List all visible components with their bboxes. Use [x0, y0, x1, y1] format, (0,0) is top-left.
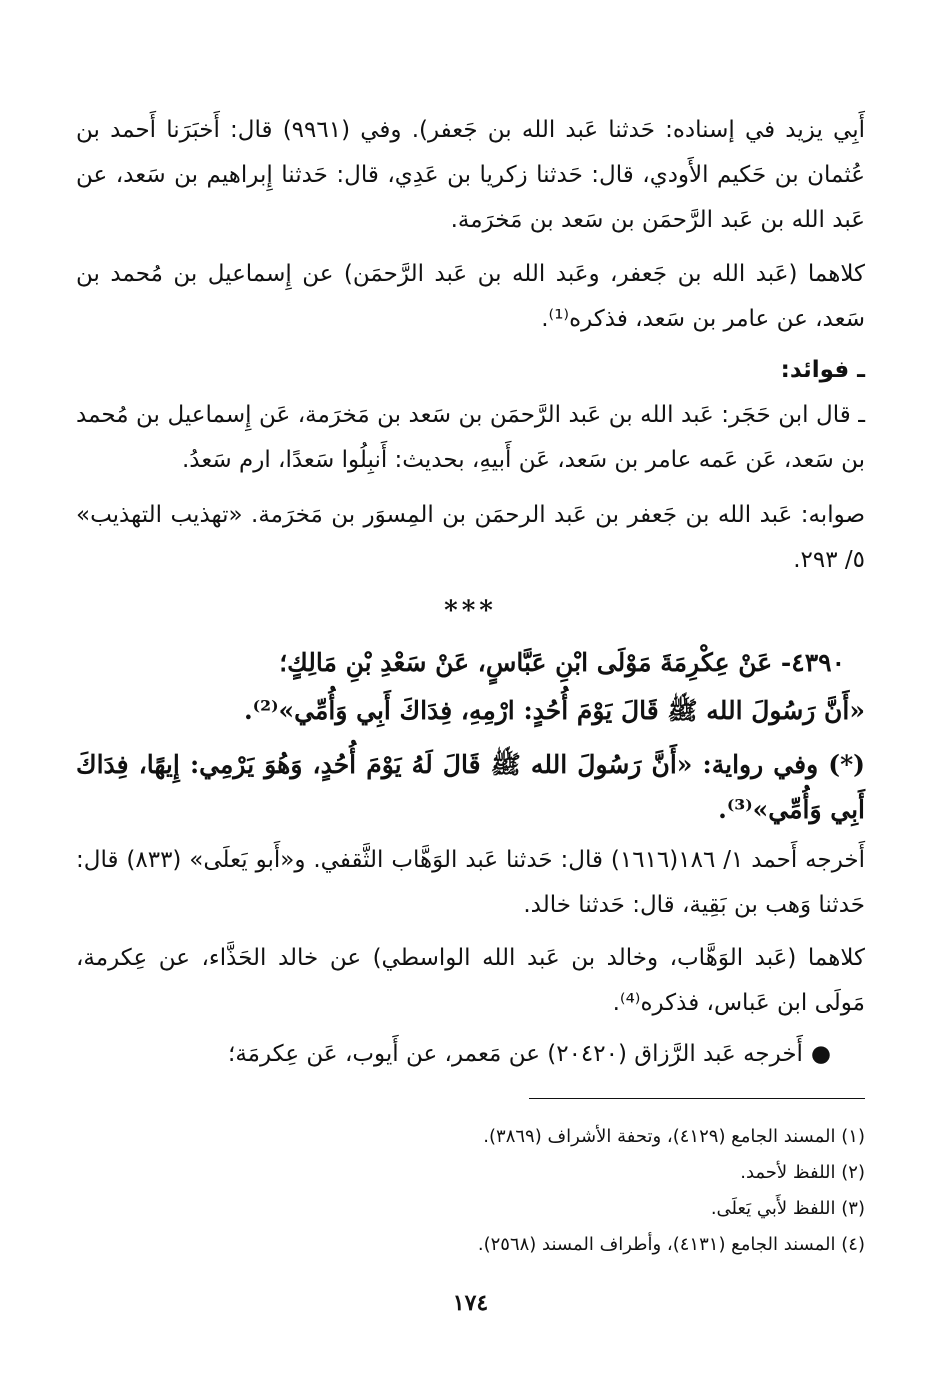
section-separator: ***: [444, 596, 497, 626]
footnote-divider: [529, 1098, 865, 1099]
hadith-variant-narration: (*) وفي رواية: «أَنَّ رَسُولَ الله ﷺ قَالَ لَهُ يَوْمَ أُحُدٍ، وَهُوَ يَرْمِي: إِيهًا، فِدَاكَ أَبِي وَأُمِّي»⁽³⁾.: [76, 750, 865, 824]
hadith-text: «أَنَّ رَسُولَ الله ﷺ قَالَ يَوْمَ أُحُدٍ: ارْمِهِ، فِدَاكَ أَبِي وَأُمِّي»⁽²⁾.: [243, 696, 865, 725]
footnote-4: (٤) المسند الجامع (٤١٣١)، وأطراف المسند (٢٥٦٨).: [477, 1234, 865, 1255]
paragraph-correction: صوابه: عَبد الله بن جَعفر بن عَبد الرحمَن بن المِسوَر بن مَخرَمة. «تهذيب التهذيب» ٥/ ٢٩٣.: [76, 502, 865, 573]
footnote-1: (١) المسند الجامع (٤١٢٩)، وتحفة الأشراف (٣٨٦٩).: [483, 1126, 865, 1147]
footnote-2: (٢) اللفظ لأحمد.: [740, 1162, 865, 1183]
footnote-3: (٣) اللفظ لأَبي يَعلَى.: [710, 1198, 865, 1219]
benefits-heading: ـ فوائد:: [780, 357, 865, 383]
paragraph-both-narrators-2: كلاهما (عَبد الوَهَّاب، وخالد بن عَبد الله الواسطي) عن خالد الحَذَّاء، عن عِكرمة، مَولَى ابن عَباس، فذكره⁽⁴⁾.: [76, 945, 865, 1016]
bullet-icon: ●: [810, 1041, 831, 1067]
paragraph-takhrij-2: [76, 1032, 831, 1077]
paragraph-takhrij-1: أَخرجه أَحمد ١/ ١٨٦(١٦١٦) قال: حَدثنا عَبد الوَهَّاب الثَّقفي. و«أَبو يَعلَى» (٨٣٣) قال: حَدثنا وَهب بن بَقِية، قال: حَدثنا خالد.: [76, 847, 866, 918]
hadith-number-chain: ٤٣٩٠- عَنْ عِكْرِمَةَ مَوْلَى ابْنِ عَبَّاسٍ، عَنْ سَعْدِ بْنِ مَالِكٍ؛: [279, 648, 845, 677]
takhrij-2-text: أَخرجه عَبد الرَّزاق (٢٠٤٢٠) عن مَعمر، عن أَيوب، عَن عِكرمَة؛: [228, 1041, 803, 1067]
page-number: ١٧٤: [452, 1290, 489, 1316]
paragraph-isnad-1: أَبِي يزيد في إسناده: حَدثنا عَبد الله بن جَعفر). وفي (٩٩٦١) قال: أَخبَرَنا أَحمد بن عُثمان بن حَكيم الأَودي، قال: حَدثنا زكريا بن عَدِي، قال: حَدثنا إِبراهيم بن سَعد، عن عَبد الله بن عَبد الرَّحمَن بن سَعد بن مَخرَمة.: [76, 117, 865, 233]
paragraph-both-narrators-1: كلاهما (عَبد الله بن جَعفر، وعَبد الله بن عَبد الرَّحمَن) عن إِسماعيل بن مُحمد بن سَعد، عن عامر بن سَعد، فذكره⁽¹⁾.: [76, 261, 865, 332]
paragraph-ibn-hajar-note: ـ قال ابن حَجَر: عَبد الله بن عَبد الرَّحمَن بن سَعد بن مَخرَمة، عَن إِسماعيل بن مُحمد بن سَعد، عَن عَمه عامر بن سَعد، عَن أَبيهِ، بحديث: أَنبِلُوا سَعدًا، ارم سَعدُ.: [76, 402, 865, 473]
